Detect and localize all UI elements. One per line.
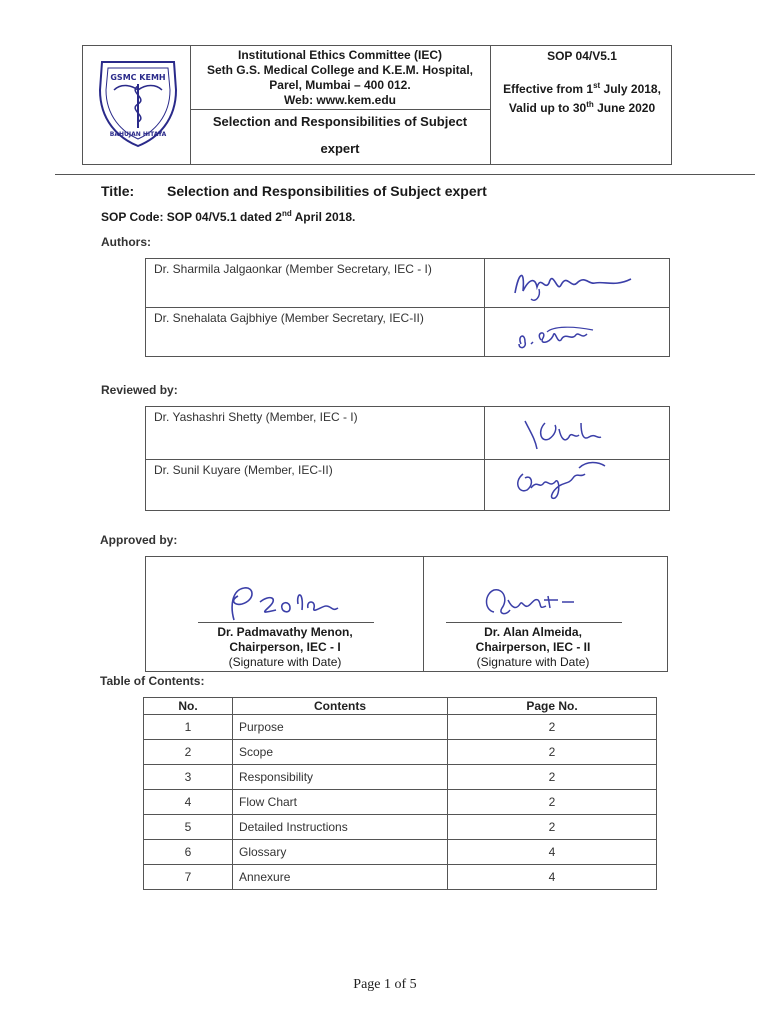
toc-no: 1 <box>144 715 233 740</box>
header-divider <box>490 45 491 165</box>
signature-image <box>513 314 633 354</box>
signature-line <box>198 622 374 623</box>
header-subject-line1: Selection and Responsibilities of Subject <box>212 114 468 129</box>
table-row <box>146 407 670 460</box>
signature-image <box>220 580 360 626</box>
approved-label: Approved by: <box>100 533 178 547</box>
toc-table <box>143 697 657 890</box>
table-row <box>144 740 657 765</box>
header-institution <box>192 48 488 108</box>
approver-note: (Signature with Date) <box>476 655 590 669</box>
author-name: Dr. Sharmila Jalgaonkar (Member Secretary, IEC - I) <box>146 259 485 308</box>
reviewer-signature-cell <box>485 407 670 460</box>
toc-header-row <box>144 698 657 715</box>
toc-page: 2 <box>448 715 657 740</box>
table-row <box>144 865 657 890</box>
toc-contents: Flow Chart <box>233 790 448 815</box>
logo-text-top: GSMC KEMH <box>110 73 166 82</box>
signature-image <box>509 454 619 504</box>
header-college: Seth G.S. Medical College and K.E.M. Hospital, <box>206 63 474 77</box>
toc-header-contents: Contents <box>233 698 448 715</box>
table-row <box>146 308 670 357</box>
reviewed-label: Reviewed by: <box>101 383 178 397</box>
table-row <box>146 460 670 511</box>
toc-header-no: No. <box>144 698 233 715</box>
table-row <box>144 765 657 790</box>
reviewer-name: Dr. Yashashri Shetty (Member, IEC - I) <box>146 407 485 460</box>
table-row <box>144 715 657 740</box>
toc-no: 5 <box>144 815 233 840</box>
approver-right <box>430 625 636 670</box>
toc-no: 7 <box>144 865 233 890</box>
valid-date: Valid up to 30th June 2020 <box>508 100 656 115</box>
toc-no: 6 <box>144 840 233 865</box>
approver-note: (Signature with Date) <box>228 655 342 669</box>
header-subject <box>192 113 488 157</box>
authors-label: Authors: <box>101 235 151 249</box>
approver-left <box>180 625 390 670</box>
toc-contents: Detailed Instructions <box>233 815 448 840</box>
signature-line <box>446 622 622 623</box>
reviewer-name: Dr. Sunil Kuyare (Member, IEC-II) <box>146 460 485 511</box>
header-address: Parel, Mumbai – 400 012. <box>269 78 411 92</box>
header-web: Web: www.kem.edu <box>283 93 397 107</box>
author-name: Dr. Snehalata Gajbhiye (Member Secretary, IEC-II) <box>146 308 485 357</box>
header-subject-line2: expert <box>320 141 360 156</box>
signature-image <box>505 261 645 305</box>
header-divider <box>190 109 490 110</box>
document-title <box>101 183 487 199</box>
sop-number: SOP 04/V5.1 <box>547 49 617 63</box>
toc-page: 2 <box>448 815 657 840</box>
approver-name: Dr. Padmavathy Menon, <box>217 625 353 639</box>
authors-table <box>145 258 670 357</box>
reviewers-table <box>145 406 670 511</box>
logo-text-bottom: BAHUJAN HITAYA <box>109 131 167 138</box>
toc-page: 2 <box>448 740 657 765</box>
toc-no: 2 <box>144 740 233 765</box>
header-sop-info <box>492 49 672 116</box>
author-signature-cell <box>485 308 670 357</box>
title-label: Title: <box>101 183 135 199</box>
signature-image <box>478 582 588 622</box>
title-value: Selection and Responsibilities of Subject expert <box>167 183 487 199</box>
effective-date: Effective from 1st July 2018, <box>503 81 661 96</box>
table-row <box>144 840 657 865</box>
toc-contents: Annexure <box>233 865 448 890</box>
approver-role: Chairperson, IEC - I <box>229 640 341 654</box>
signature-image <box>515 409 615 459</box>
toc-page: 4 <box>448 865 657 890</box>
approvers-divider <box>423 556 424 672</box>
toc-contents: Purpose <box>233 715 448 740</box>
table-row <box>144 815 657 840</box>
sop-code: SOP Code: SOP 04/V5.1 dated 2nd April 2018. <box>101 209 356 224</box>
toc-page: 4 <box>448 840 657 865</box>
toc-no: 3 <box>144 765 233 790</box>
author-signature-cell <box>485 259 670 308</box>
toc-no: 4 <box>144 790 233 815</box>
separator-line <box>55 174 755 175</box>
approver-name: Dr. Alan Almeida, <box>484 625 582 639</box>
toc-header-page: Page No. <box>448 698 657 715</box>
toc-contents: Scope <box>233 740 448 765</box>
institution-logo <box>88 50 188 150</box>
reviewer-signature-cell <box>485 460 670 511</box>
table-row <box>146 259 670 308</box>
toc-label: Table of Contents: <box>100 674 205 688</box>
table-row <box>144 790 657 815</box>
toc-contents: Responsibility <box>233 765 448 790</box>
toc-contents: Glossary <box>233 840 448 865</box>
toc-page: 2 <box>448 790 657 815</box>
header-committee: Institutional Ethics Committee (IEC) <box>237 48 442 62</box>
header-divider <box>190 45 191 165</box>
toc-page: 2 <box>448 765 657 790</box>
approver-role: Chairperson, IEC - II <box>475 640 591 654</box>
page-number: Page 1 of 5 <box>353 977 417 992</box>
